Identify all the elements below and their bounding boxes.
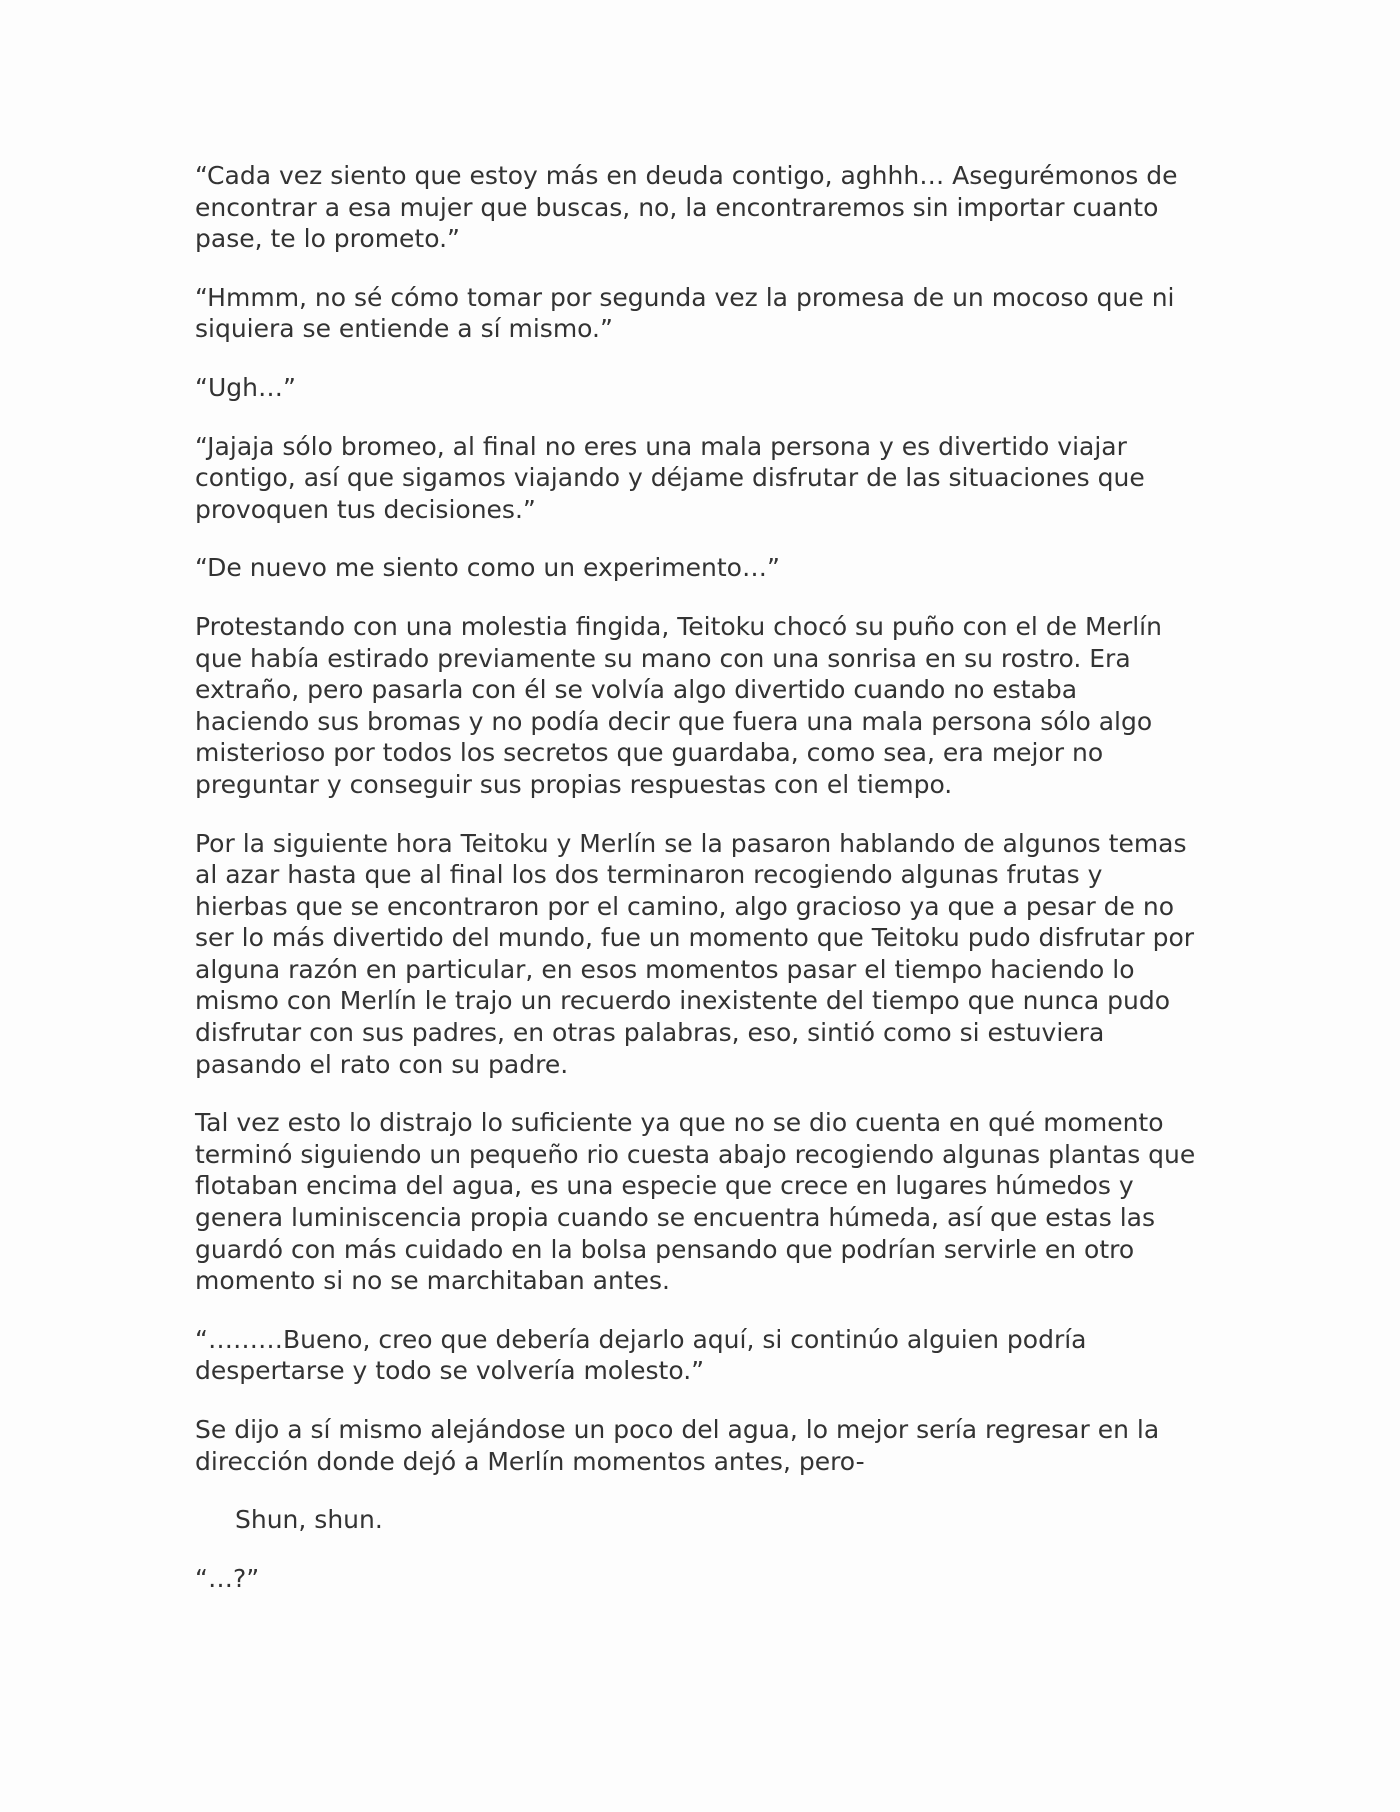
text-line: Tal vez esto lo distrajo lo suficiente ya que no se dio cuenta en qué momento bbox=[195, 1108, 1164, 1138]
text-line: provoquen tus decisiones.” bbox=[195, 494, 536, 524]
text-line: “Jajaja sólo bromeo, al final no eres una mala persona y es divertido viajar bbox=[195, 431, 1127, 461]
paragraph-10 bbox=[195, 1414, 1215, 1477]
text-line: flotaban encima del agua, es una especie que crece en lugares húmedos y bbox=[195, 1171, 1134, 1201]
text-line: extraño, pero pasarla con él se volvía algo divertido cuando no estaba bbox=[195, 675, 1078, 705]
text-line: que había estirado previamente su mano con una sonrisa en su rostro. Era bbox=[195, 643, 1131, 673]
paragraph-2 bbox=[195, 282, 1215, 345]
text-line: despertarse y todo se volvería molesto.” bbox=[195, 1356, 705, 1386]
paragraph-6 bbox=[195, 611, 1215, 801]
text-line: misterioso por todos los secretos que guardaba, como sea, era mejor no bbox=[195, 738, 1104, 768]
paragraph-1 bbox=[195, 160, 1215, 255]
text-line: contigo, así que sigamos viajando y déjame disfrutar de las situaciones que bbox=[195, 463, 1145, 493]
paragraph-5 bbox=[195, 552, 1215, 584]
paragraph-12 bbox=[195, 1563, 1215, 1595]
text-line: pasando el rato con su padre. bbox=[195, 1049, 569, 1079]
text-line: genera luminiscencia propia cuando se encuentra húmeda, así que estas las bbox=[195, 1203, 1156, 1233]
text-line: terminó siguiendo un pequeño rio cuesta abajo recogiendo algunas plantas que bbox=[195, 1139, 1196, 1169]
paragraph-8 bbox=[195, 1107, 1215, 1297]
text-line: preguntar y conseguir sus propias respuestas con el tiempo. bbox=[195, 769, 953, 799]
text-line: mismo con Merlín le trajo un recuerdo inexistente del tiempo que nunca pudo bbox=[195, 986, 1171, 1016]
text-line: “Cada vez siento que estoy más en deuda contigo, aghhh… Asegurémonos de bbox=[195, 161, 1178, 190]
text-line: Se dijo a sí mismo alejándose un poco del agua, lo mejor sería regresar en la bbox=[195, 1415, 1160, 1444]
text-line: hierbas que se encontraron por el camino, algo gracioso ya que a pesar de no bbox=[195, 891, 1175, 921]
text-line: encontrar a esa mujer que buscas, no, la encontraremos sin importar cuanto bbox=[195, 192, 1159, 222]
text-line: haciendo sus bromas y no podía decir que fuera una mala persona sólo algo bbox=[195, 706, 1153, 736]
text-line: disfrutar con sus padres, en otras palabras, eso, sintió como si estuviera bbox=[195, 1018, 1105, 1048]
paragraph-3 bbox=[195, 372, 1215, 404]
text-line: pase, te lo prometo.” bbox=[195, 224, 460, 254]
text-line: “Hmmm, no sé cómo tomar por segunda vez la promesa de un mocoso que ni bbox=[195, 282, 1175, 312]
text-line: Shun, shun. bbox=[235, 1505, 383, 1535]
text-line: momento si no se marchitaban antes. bbox=[195, 1266, 670, 1296]
text-line: dirección donde dejó a Merlín momentos antes, pero- bbox=[195, 1446, 865, 1476]
text-line: alguna razón en particular, en esos momentos pasar el tiempo haciendo lo bbox=[195, 954, 1135, 984]
text-line: al azar hasta que al final los dos terminaron recogiendo algunas frutas y bbox=[195, 860, 1103, 890]
text-line: “…?” bbox=[195, 1563, 260, 1593]
document-page bbox=[195, 160, 1215, 1621]
paragraph-7 bbox=[195, 828, 1215, 1081]
text-line: siquiera se entiende a sí mismo.” bbox=[195, 314, 613, 344]
text-line: “………Bueno, creo que debería dejarlo aquí, si continúo alguien podría bbox=[195, 1324, 1087, 1354]
text-line: Por la siguiente hora Teitoku y Merlín se la pasaron hablando de algunos temas bbox=[195, 828, 1187, 858]
text-line: Protestando con una molestia fingida, Teitoku chocó su puño con el de Merlín bbox=[195, 611, 1162, 641]
text-line: “Ugh…” bbox=[195, 372, 296, 402]
paragraph-11 bbox=[195, 1504, 1215, 1536]
paragraph-4 bbox=[195, 431, 1215, 526]
text-line: guardó con más cuidado en la bolsa pensando que podrían servirle en otro bbox=[195, 1234, 1135, 1264]
paragraph-9 bbox=[195, 1324, 1215, 1387]
text-line: “De nuevo me siento como un experimento…” bbox=[195, 553, 780, 583]
text-line: ser lo más divertido del mundo, fue un momento que Teitoku pudo disfrutar por bbox=[195, 923, 1195, 953]
